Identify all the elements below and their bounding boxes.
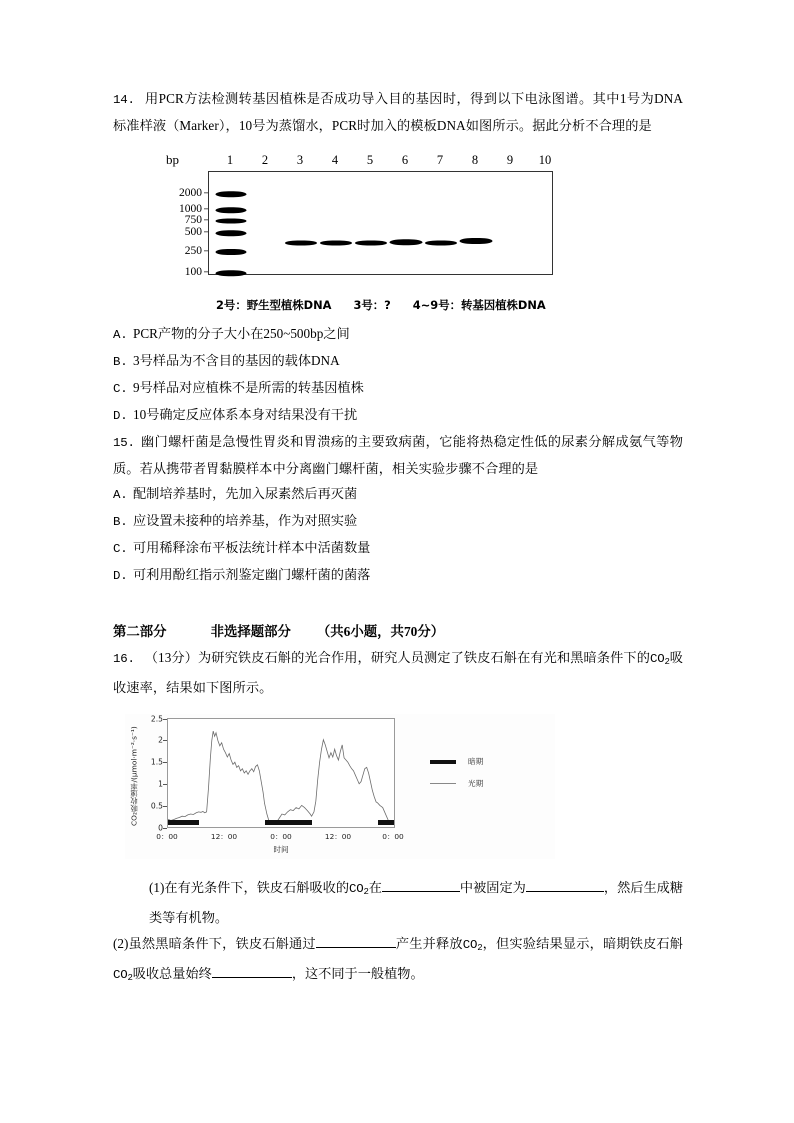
sample-band-lane-8	[460, 238, 493, 244]
sub1-mid1: 在	[368, 880, 382, 895]
gel-electrophoresis-figure	[113, 152, 683, 313]
marker-band-1000	[216, 207, 247, 213]
q15-option-a-label: A.	[113, 488, 128, 502]
gel-lane-label-5: 5	[366, 153, 374, 167]
option-c-text: 9号样品对应植株不是所需的转基因植株	[133, 380, 364, 395]
gel-lane-label-6: 6	[401, 153, 409, 167]
sample-band-lane-3	[285, 241, 317, 246]
ladder-label-750: 750	[184, 214, 202, 226]
marker-band-100	[216, 270, 247, 276]
sub2-prefix: (2)虽然黑暗条件下，铁皮石斛通过	[113, 936, 316, 951]
ladder-label-250: 250	[184, 245, 202, 257]
gel-bp-axis-title: bp	[166, 152, 179, 167]
chart-plot-area	[167, 718, 395, 828]
chart-ytick-1: 1	[158, 779, 163, 789]
gel-lane-label-row	[168, 152, 563, 170]
sub2-mid2: ，但实验结果显示，暗期铁皮石斛	[482, 936, 683, 951]
question-16-sub-1	[113, 875, 683, 931]
sample-band-lane-7	[425, 241, 457, 246]
question-16-stem-part2: 吸收速率，结果如下图所示。	[113, 650, 683, 695]
sub2-co2-b: CO	[113, 968, 128, 982]
ladder-label-500: 500	[184, 226, 202, 238]
question-16-sub-2	[113, 931, 683, 991]
gel-lane-label-2: 2	[261, 153, 269, 167]
question-15-option-d[interactable]	[113, 562, 683, 589]
chart-ytick-0: 0	[158, 823, 163, 833]
chart-legend	[430, 756, 483, 800]
gel-lane-label-4: 4	[331, 153, 339, 167]
question-15-number: 15.	[113, 436, 135, 450]
q15-option-c-text: 可用稀释涂布平板法统计样本中活菌数量	[133, 540, 371, 555]
sub2-mid1: 产生并释放	[395, 936, 463, 951]
page-content	[113, 86, 683, 991]
q15-option-b-label: B.	[113, 515, 128, 529]
sample-band-lane-4	[320, 241, 352, 246]
gel-figure-inner	[168, 152, 563, 287]
question-15-stem	[113, 429, 683, 481]
sub2-mid3: 吸收总量始终	[132, 966, 212, 981]
sub1-blank-2[interactable]	[526, 891, 604, 892]
question-15-option-a[interactable]	[113, 481, 683, 508]
chart-xtick-4: 0：00	[382, 832, 404, 841]
chart-ytick-0p5: 0.5	[150, 801, 163, 811]
q15-option-a-text: 配制培养基时，先加入尿素然后再灭菌	[133, 486, 358, 501]
option-a-label: A.	[113, 328, 128, 342]
question-16-stem-part1: 为研究铁皮石斛的光合作用，研究人员测定了铁皮石斛在有光和黑暗条件下的	[198, 650, 651, 665]
dark-period-swatch-icon	[430, 760, 456, 764]
sub1-blank-1[interactable]	[382, 891, 460, 892]
gel-lane-label-9: 9	[506, 153, 514, 167]
marker-band-500	[216, 230, 247, 236]
legend-label-light: 光期	[468, 779, 484, 788]
sub2-co2-a-subscript: 2	[477, 943, 483, 953]
marker-band-2000	[216, 191, 247, 197]
question-14-number: 14.	[113, 93, 135, 107]
marker-band-250	[216, 249, 247, 255]
question-14-option-d[interactable]	[113, 402, 683, 429]
question-15-text: 幽门螺杆菌是急慢性胃炎和胃溃疡的主要致病菌，它能将热稳定性低的尿素分解成氨气等物质。若从携带者胃黏膜样本中分离幽门螺杆菌，相关实验步骤不合理的是	[113, 434, 683, 476]
question-16-co2-subscript: 2	[664, 657, 670, 667]
chart-ytick-2: 2	[158, 735, 163, 745]
sub1-mid2: 中被固定为	[459, 880, 526, 895]
section-two-heading	[113, 619, 683, 645]
section-two-title-mid: 非选择题部分	[210, 624, 291, 639]
question-16-score: （13分）	[144, 650, 199, 665]
chart-xtick-2: 0：00	[270, 832, 292, 841]
sample-band-lane-6	[390, 239, 423, 245]
sub2-blank-2[interactable]	[212, 977, 292, 978]
sub2-blank-1[interactable]	[316, 947, 396, 948]
question-16-stem	[113, 645, 683, 700]
legend-label-dark: 暗期	[468, 757, 484, 766]
option-a-text: PCR产物的分子大小在250~500bp之间	[133, 326, 350, 341]
option-b-text: 3号样品为不含目的基因的载体DNA	[133, 353, 340, 368]
option-c-label: C.	[113, 382, 128, 396]
question-14-option-c[interactable]	[113, 375, 683, 402]
dark-period-bar-2	[265, 820, 312, 825]
legend-item-light	[430, 778, 483, 789]
sub1-co2: CO	[349, 882, 364, 896]
gel-lane-label-3: 3	[296, 153, 304, 167]
ladder-label-2000: 2000	[179, 187, 202, 199]
sub1-mid3: ，然后生成糖类等有机物。	[149, 880, 684, 925]
section-two-title-left: 第二部分	[113, 624, 167, 639]
question-14-stem	[113, 86, 683, 138]
question-14-option-b[interactable]	[113, 348, 683, 375]
option-b-label: B.	[113, 355, 128, 369]
gel-lane-label-8: 8	[471, 153, 479, 167]
dark-period-bar-1	[168, 820, 199, 825]
gel-lane-label-7: 7	[436, 153, 444, 167]
legend-item-dark	[430, 756, 483, 767]
chart-plot-wrapper	[141, 714, 411, 858]
question-15-option-c[interactable]	[113, 535, 683, 562]
chart-xtick-3: 12：00	[324, 832, 352, 841]
gel-caption-part-2: 3号：?	[353, 298, 391, 312]
q15-option-d-text: 可利用酚红指示剂鉴定幽门螺杆菌的菌落	[133, 567, 371, 582]
gel-caption-part-1: 2号：野生型植株DNA	[216, 298, 332, 312]
sub2-mid4: ，这不同于一般植物。	[291, 966, 424, 981]
co2-uptake-chart	[125, 714, 555, 859]
dark-period-bar-3	[378, 820, 394, 825]
option-d-text: 10号确定反应体系本身对结果没有干扰	[133, 407, 358, 422]
gel-figure-caption	[216, 297, 683, 313]
co2-uptake-line	[168, 731, 394, 824]
question-14-option-a[interactable]	[113, 321, 683, 348]
chart-ytick-2p5: 2.5	[150, 714, 163, 724]
sub2-co2-a: CO	[462, 938, 478, 952]
gel-lane-label-1: 1	[226, 153, 234, 167]
chart-xtick-1: 12：00	[210, 832, 238, 841]
ladder-label-100: 100	[184, 266, 202, 278]
q15-option-b-text: 应设置未接种的培养基，作为对照实验	[133, 513, 358, 528]
marker-band-750	[216, 219, 247, 224]
chart-xtick-0: 0：00	[156, 832, 178, 841]
q15-option-d-label: D.	[113, 569, 128, 583]
chart-ytickmark-0	[163, 828, 167, 829]
chart-line-svg	[168, 719, 394, 827]
question-16-co2: CO	[650, 652, 665, 666]
chart-ytick-1p5: 1.5	[150, 757, 163, 767]
ladder-label-1000: 1000	[179, 203, 202, 215]
gel-lane-label-10: 10	[538, 153, 552, 167]
sub2-co2-b-subscript: 2	[127, 973, 133, 983]
question-16-number: 16.	[113, 652, 135, 666]
section-two-title-right: （共6小题，共70分）	[316, 624, 445, 639]
q15-option-c-label: C.	[113, 542, 128, 556]
question-14-text: 用PCR方法检测转基因植株是否成功导入目的基因时，得到以下电泳图谱。其中1号为DNA标准样液（Marker），10号为蒸馏水，PCR时加入的模板DNA如图所示。据此分析不合理的是	[113, 91, 683, 133]
sub1-co2-subscript: 2	[363, 887, 369, 897]
gel-caption-part-3: 4~9号：转基因植株DNA	[412, 298, 546, 312]
chart-y-axis-label: CO₂吸收速率/(μmol·m⁻²·s⁻¹)	[129, 726, 139, 826]
chart-x-axis-label: 时间	[273, 845, 289, 854]
question-15-option-b[interactable]	[113, 508, 683, 535]
sub1-prefix: (1)在有光条件下，铁皮石斛吸收的	[149, 880, 350, 895]
option-d-label: D.	[113, 409, 128, 423]
sample-band-lane-5	[355, 241, 387, 246]
light-period-swatch-icon	[430, 783, 456, 784]
gel-box	[208, 171, 553, 275]
